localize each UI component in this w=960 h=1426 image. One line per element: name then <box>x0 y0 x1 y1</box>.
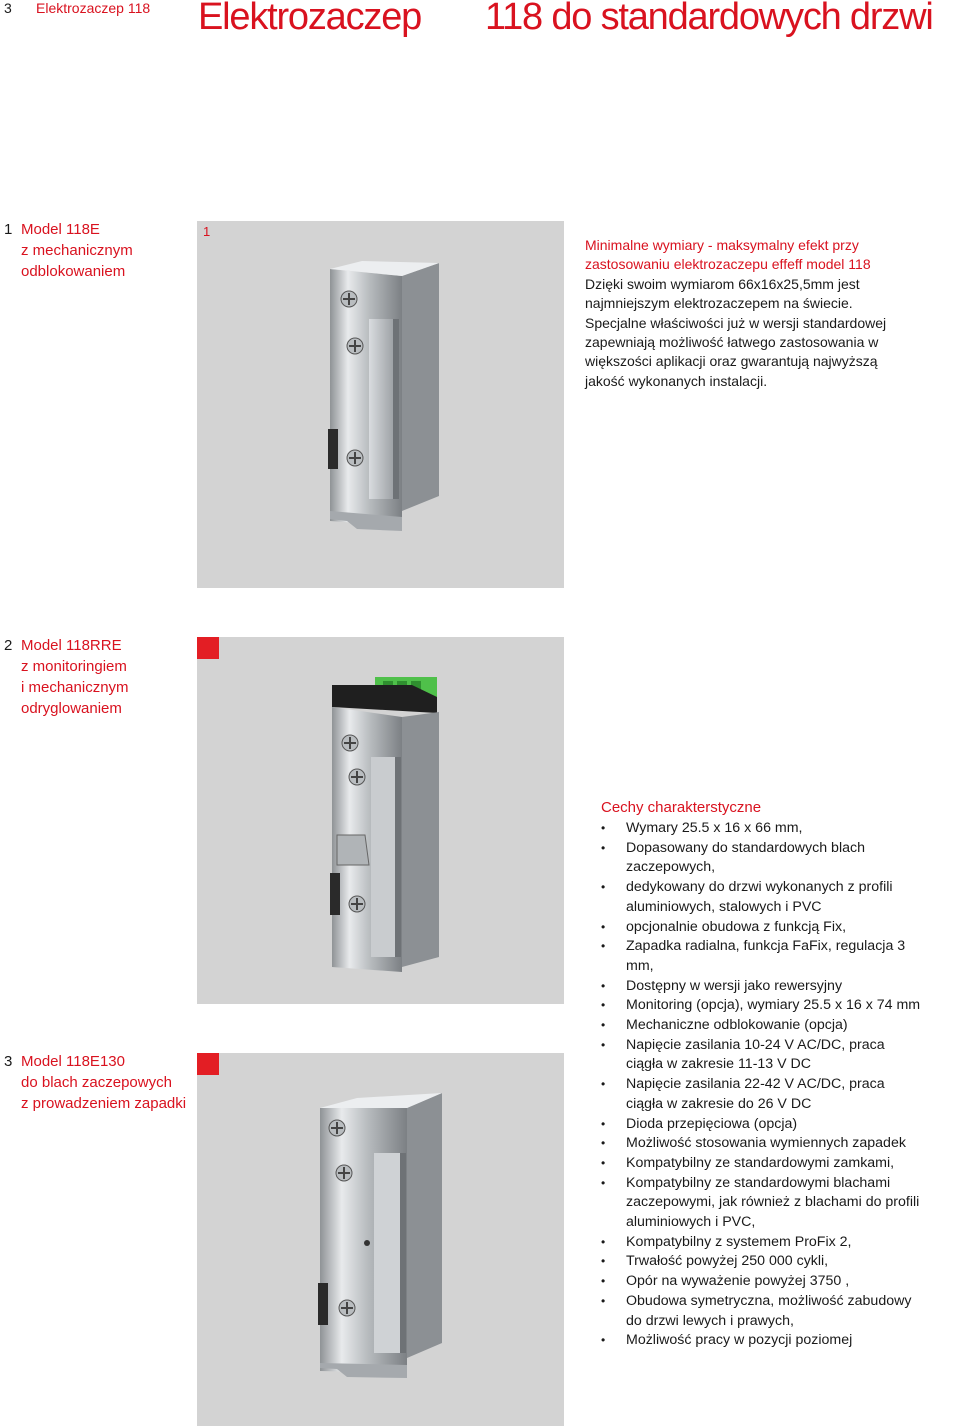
model-line: do blach zaczepowych <box>21 1074 172 1091</box>
model-line: Model 118RRE <box>21 637 122 654</box>
model-number: 2 <box>4 637 13 654</box>
feature-item: • Kompatybilny z systemem ProFix 2, <box>600 1233 920 1253</box>
feature-item-continuation: ciągła w zakresie 11-13 V DC <box>626 1056 812 1073</box>
feature-item: • dedykowany do drzwi wykonanych z profili <box>600 878 920 898</box>
feature-item: • Napięcie zasilania 10-24 V AC/DC, praca <box>600 1036 920 1056</box>
feature-item: • Trwałość powyżej 250 000 cykli, <box>600 1252 920 1272</box>
model-line: z prowadzeniem zapadki <box>21 1095 187 1112</box>
product-image-panel-1 <box>197 221 564 588</box>
feature-item: • Kompatybilny ze standardowymi zamkami, <box>600 1154 920 1174</box>
model-number: 1 <box>4 221 13 238</box>
model-line: Model 118E130 <box>21 1053 125 1070</box>
running-title: Elektrozaczep 118 <box>36 0 151 16</box>
model-line: odblokowaniem <box>21 263 126 280</box>
feature-item: • Dioda przepięciowa (opcja) <box>600 1115 920 1135</box>
page-number: 3 <box>4 0 12 16</box>
feature-item: • Obudowa symetryczna, możliwość zabudowy <box>600 1292 920 1312</box>
feature-item: • Opór na wyważenie powyżej 3750 , <box>600 1272 920 1292</box>
page-title-part1: Elektrozaczep <box>198 0 422 38</box>
feature-item: • Kompatybilny ze standardowymi blachami <box>600 1174 920 1194</box>
product-image-panel-3 <box>197 1053 564 1426</box>
model-line: z monitoringiem <box>21 658 127 675</box>
model-label-3 <box>4 1051 186 1114</box>
product-description <box>585 236 886 391</box>
feature-item: • Możliwość pracy w pozycji poziomej <box>600 1331 920 1351</box>
model-number: 3 <box>4 1053 13 1070</box>
feature-item: • opcjonalnie obudowa z funkcją Fix, <box>600 918 920 938</box>
electric-strike-118e-image <box>197 221 564 588</box>
features-list <box>600 819 920 1351</box>
page-title-part2: 118 do standardowych drzwi <box>485 0 933 38</box>
feature-item: • Monitoring (opcja), wymiary 25.5 x 16 x 74 mm <box>600 996 920 1016</box>
model-line: Model 118E <box>21 221 100 238</box>
feature-item: • Dostępny w wersji jako rewersyjny <box>600 977 920 997</box>
description-line: Dzięki swoim wymiarom 66x16x25,5mm jest <box>585 275 860 292</box>
model-label-1 <box>4 219 133 282</box>
feature-item-continuation: aluminiowych, stalowych i PVC <box>626 898 822 915</box>
description-line: Minimalne wymiary - maksymalny efekt przy <box>585 237 859 253</box>
electric-strike-118e130-image <box>197 1053 564 1426</box>
features-title: Cechy charakterstyczne <box>601 799 762 816</box>
feature-item-continuation: ciągła w zakresie do 26 V DC <box>626 1095 812 1112</box>
feature-item-continuation: mm, <box>626 957 654 974</box>
feature-item-continuation: aluminiowych i PVC, <box>626 1214 756 1231</box>
description-line: zastosowaniu elektrozaczepu effeff model 118 <box>585 256 871 273</box>
model-line: z mechanicznym <box>21 242 133 259</box>
model-line: i mechanicznym <box>21 679 129 696</box>
feature-item: • Dopasowany do standardowych blach <box>600 839 920 859</box>
feature-item-continuation: zaczepowymi, jak również z blachami do profili <box>626 1194 920 1211</box>
electric-strike-118rre-image <box>197 637 564 1004</box>
feature-item: • Możliwość stosowania wymiennych zapadek <box>600 1134 920 1154</box>
feature-item: • Mechaniczne odblokowanie (opcja) <box>600 1016 920 1036</box>
feature-item: • Zapadka radialna, funkcja FaFix, regulacja 3 <box>600 937 920 957</box>
feature-item-continuation: do drzwi lewych i prawych, <box>626 1312 794 1329</box>
model-label-2 <box>4 635 129 719</box>
feature-item: • Napięcie zasilania 22-42 V AC/DC, praca <box>600 1075 920 1095</box>
feature-item: • Wymary 25.5 x 16 x 66 mm, <box>600 819 920 839</box>
model-line: odryglowaniem <box>21 700 122 717</box>
description-line: najmniejszym elektrozaczepem na świecie. <box>585 295 853 312</box>
description-line: zapewniają możliwość łatwego zastosowania w <box>585 334 879 351</box>
description-line: większości aplikacji oraz gwarantują najwyższą <box>585 353 878 370</box>
product-image-panel-2 <box>197 637 564 1004</box>
description-line: jakość wykonanych instalacji. <box>585 372 768 389</box>
panel-number: 1 <box>203 224 211 239</box>
feature-item-continuation: zaczepowych, <box>626 859 716 876</box>
description-line: Specjalne właściwości już w wersji standardowej <box>585 314 887 331</box>
